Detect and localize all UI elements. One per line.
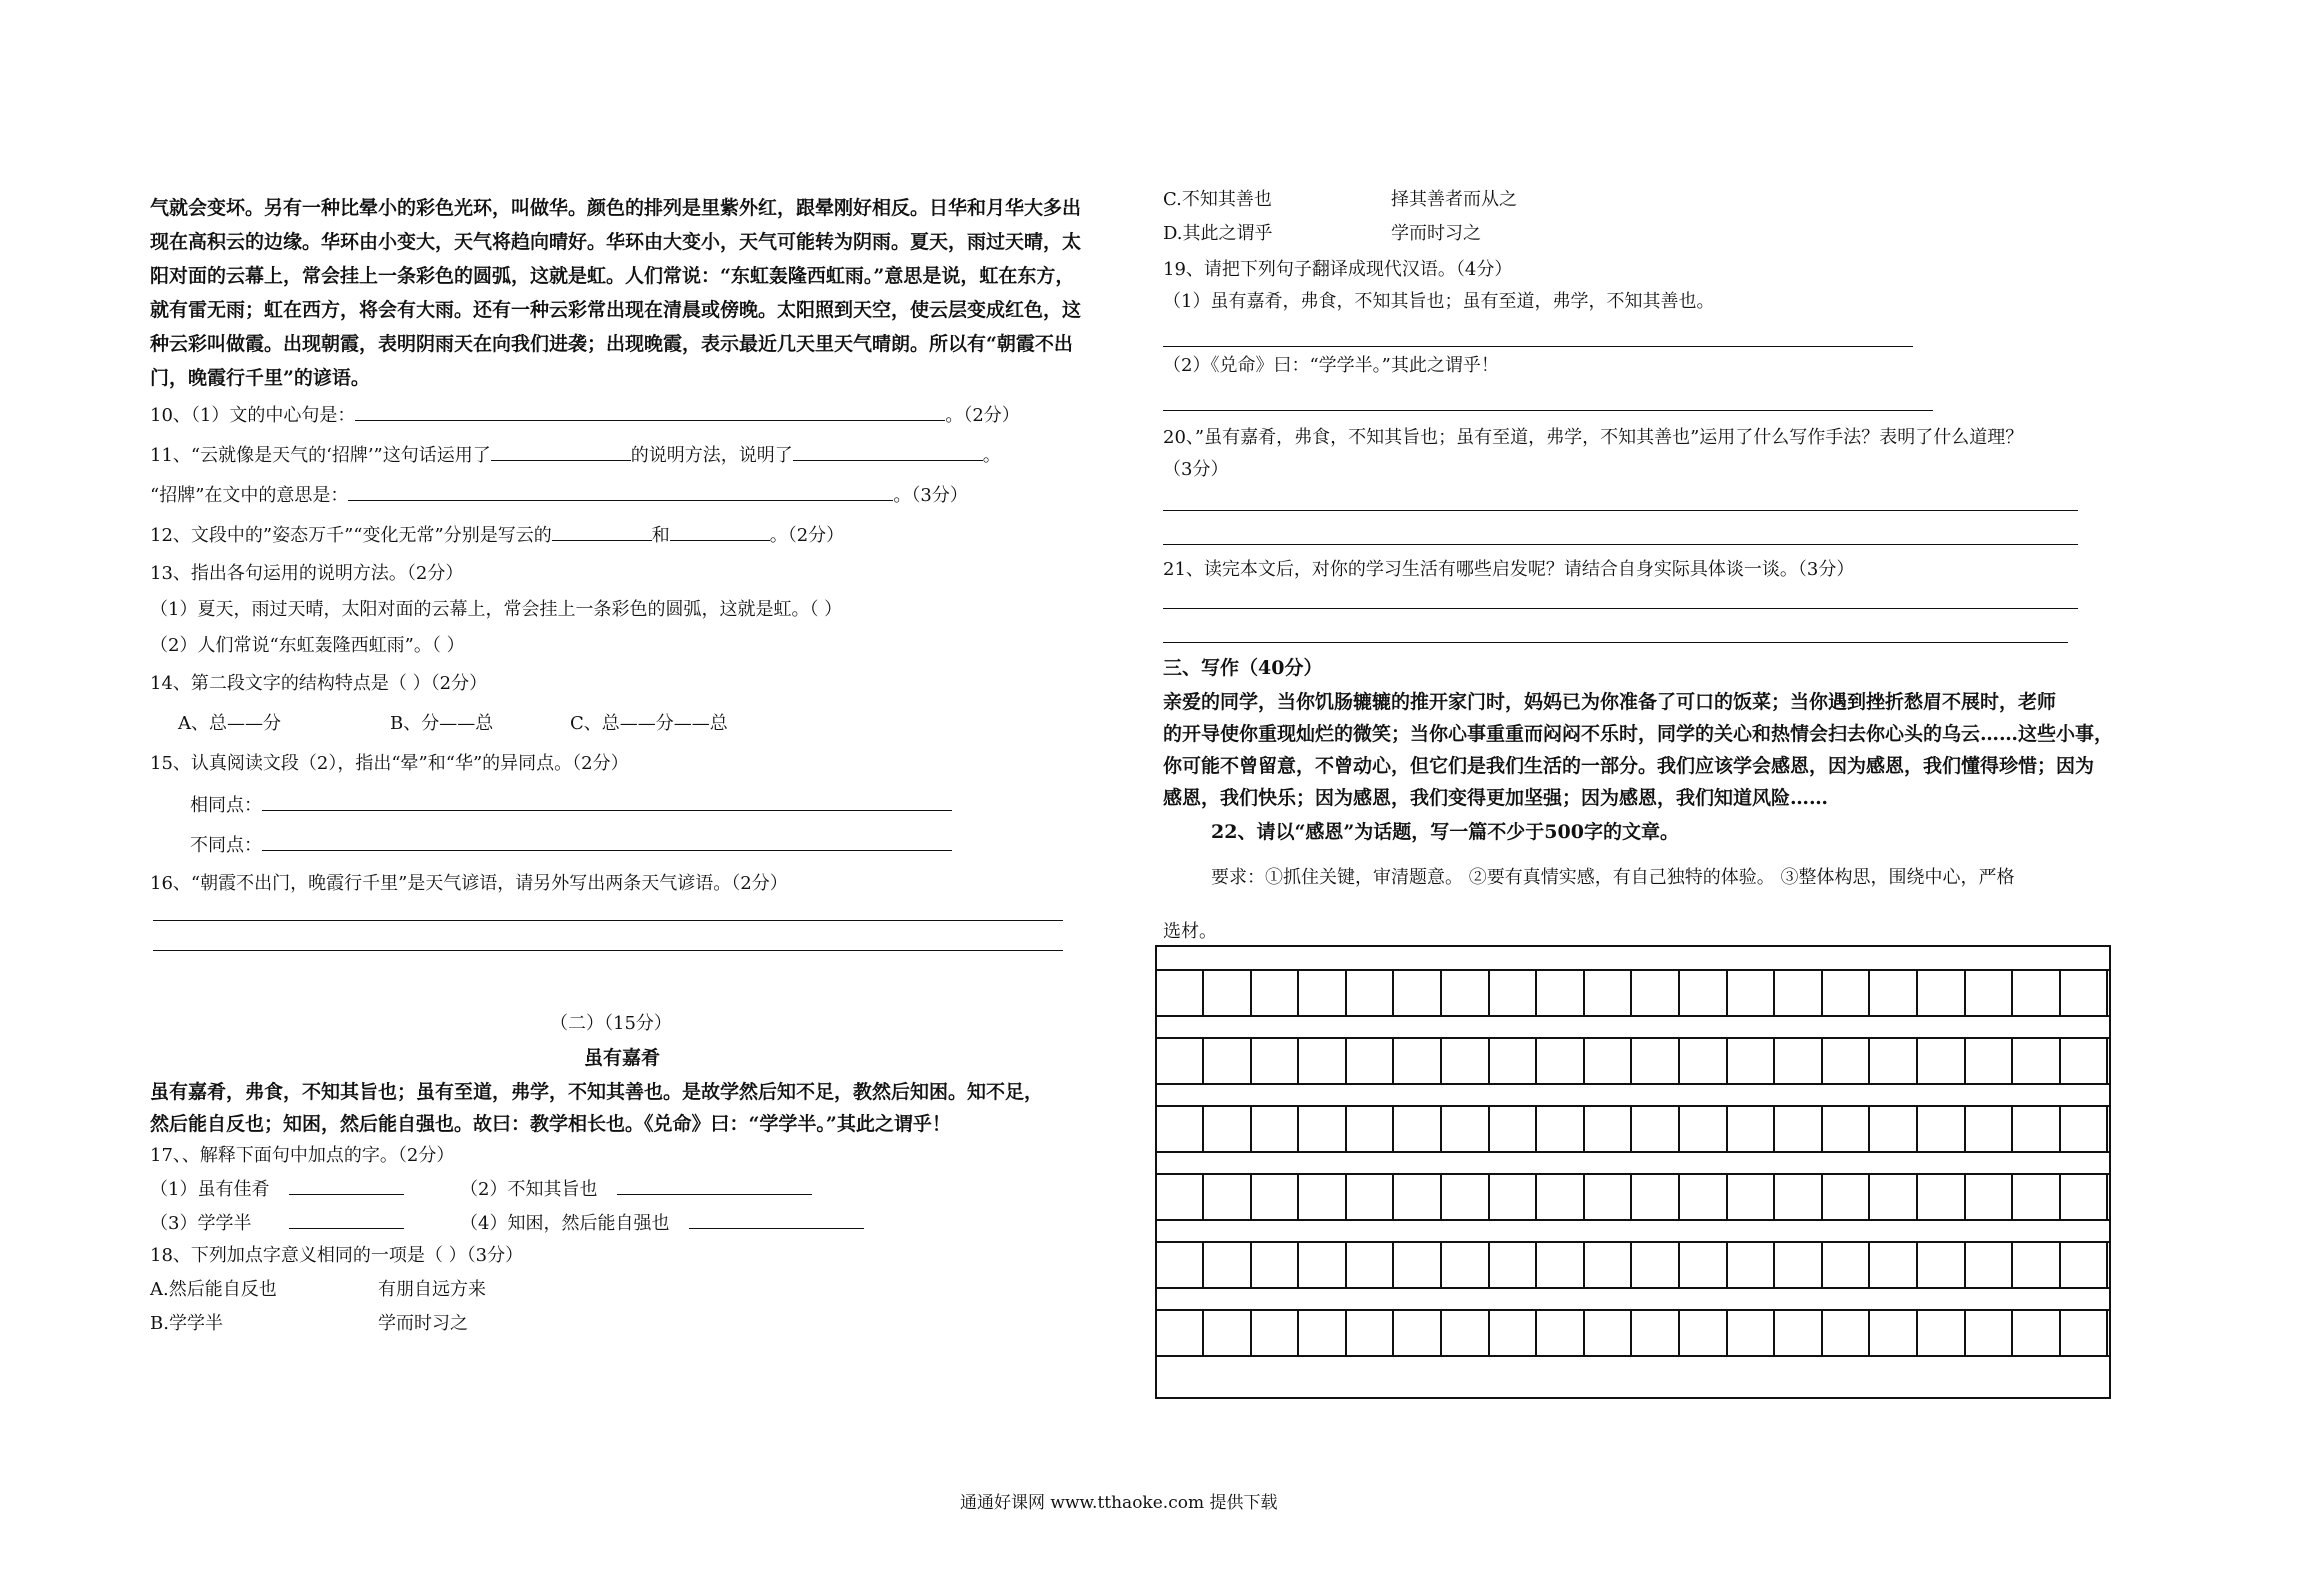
question-10: 10、（1）文的中心句是： 。（2分） bbox=[150, 402, 1020, 428]
writing-grid[interactable] bbox=[1155, 945, 2111, 1399]
grid-cell[interactable] bbox=[2061, 971, 2108, 1015]
grid-cell[interactable] bbox=[1871, 1039, 1918, 1083]
grid-cell[interactable] bbox=[1157, 1107, 1204, 1151]
grid-cell[interactable] bbox=[1538, 1107, 1585, 1151]
option-d-left: D.其此之谓乎 bbox=[1163, 223, 1273, 244]
grid-cell[interactable] bbox=[1728, 1311, 1775, 1355]
grid-cell[interactable] bbox=[2014, 971, 2061, 1015]
answer-blank[interactable] bbox=[552, 522, 652, 541]
grid-cell[interactable] bbox=[1300, 1039, 1347, 1083]
answer-blank[interactable] bbox=[670, 522, 770, 541]
question-16: 16、“朝霞不出门，晚霞行千里”是天气谚语，请另外写出两条天气谚语。（2分） bbox=[150, 873, 788, 894]
grid-cell[interactable] bbox=[1585, 1107, 1632, 1151]
question-14: 14、第二段文字的结构特点是（ ）（2分） bbox=[150, 673, 488, 694]
grid-row[interactable] bbox=[1157, 969, 2109, 1017]
question-17: 17、、解释下面句中加点的字。（2分） bbox=[150, 1145, 455, 1166]
grid-cell[interactable] bbox=[1823, 1311, 1870, 1355]
grid-cell[interactable] bbox=[1728, 1039, 1775, 1083]
answer-line[interactable] bbox=[1163, 346, 1913, 347]
grid-cell[interactable] bbox=[1681, 1039, 1728, 1083]
grid-cell[interactable] bbox=[1966, 1175, 2013, 1219]
question-21: 21、读完本文后，对你的学习生活有哪些启发呢？请结合自身实际具体谈一谈。（3分） bbox=[1163, 559, 1855, 580]
grid-cell[interactable] bbox=[1443, 1311, 1490, 1355]
grid-cell[interactable] bbox=[1443, 1039, 1490, 1083]
answer-line[interactable] bbox=[153, 920, 1063, 921]
passage-line: 现在高积云的边缘。华环由小变大，天气将趋向晴好。华环由大变小，天气可能转为阴雨。夏天，雨过天晴，太 bbox=[150, 231, 1082, 253]
grid-cell[interactable] bbox=[1633, 971, 1680, 1015]
grid-cell[interactable] bbox=[1490, 1107, 1537, 1151]
grid-cell[interactable] bbox=[1919, 1107, 1966, 1151]
grid-row[interactable] bbox=[1157, 1173, 2109, 1221]
grid-cell[interactable] bbox=[1633, 1107, 1680, 1151]
grid-cell[interactable] bbox=[1300, 1107, 1347, 1151]
grid-cell[interactable] bbox=[1300, 1243, 1347, 1287]
grid-cell[interactable] bbox=[1490, 1175, 1537, 1219]
question-20-score: （3分） bbox=[1163, 459, 1229, 480]
grid-cell[interactable] bbox=[1252, 1107, 1299, 1151]
grid-cell[interactable] bbox=[1347, 971, 1394, 1015]
option-c-left: C.不知其善也 bbox=[1163, 189, 1272, 210]
section-2-heading: （二）（15分） bbox=[550, 1013, 672, 1034]
grid-cell[interactable] bbox=[1395, 1243, 1442, 1287]
grid-cell[interactable] bbox=[1347, 1039, 1394, 1083]
grid-cell[interactable] bbox=[1823, 1039, 1870, 1083]
grid-cell[interactable] bbox=[1823, 1107, 1870, 1151]
answer-line[interactable] bbox=[1163, 642, 2068, 643]
answer-blank[interactable] bbox=[617, 1176, 812, 1195]
grid-cell[interactable] bbox=[1205, 1311, 1252, 1355]
grid-cell[interactable] bbox=[1633, 1243, 1680, 1287]
section-3-heading: 三、写作（40分） bbox=[1163, 657, 1323, 679]
grid-cell[interactable] bbox=[1728, 1175, 1775, 1219]
essay-prompt-line: 感恩，我们快乐；因为感恩，我们变得更加坚强；因为感恩，我们知道风险…… bbox=[1163, 787, 1829, 809]
grid-cell[interactable] bbox=[1252, 1175, 1299, 1219]
grid-cell[interactable] bbox=[1157, 971, 1204, 1015]
requirements-cont: 选材。 bbox=[1163, 921, 1217, 942]
answer-blank[interactable] bbox=[289, 1210, 404, 1229]
passage-line: 门，晚霞行千里”的谚语。 bbox=[150, 367, 370, 389]
footer-text: 通通好课网 www.tthaoke.com 提供下载 bbox=[960, 1493, 1278, 1513]
grid-cell[interactable] bbox=[1443, 971, 1490, 1015]
grid-cell[interactable] bbox=[2061, 1243, 2108, 1287]
question-20: 20、”虽有嘉肴，弗食，不知其旨也；虽有至道，弗学，不知其善也”运用了什么写作手法？表明了什么道理？ bbox=[1163, 427, 2024, 448]
grid-cell[interactable] bbox=[1347, 1107, 1394, 1151]
answer-line[interactable] bbox=[1163, 510, 2078, 511]
grid-cell[interactable] bbox=[1205, 971, 1252, 1015]
grid-cell[interactable] bbox=[1205, 1175, 1252, 1219]
question-11: 11、“云就像是天气的‘招牌’”这句话运用了 的说明方法，说明了 。 bbox=[150, 442, 1001, 468]
grid-cell[interactable] bbox=[2014, 1107, 2061, 1151]
passage-line: 种云彩叫做霞。出现朝霞，表明阴雨天在向我们进袭；出现晚霞，表示最近几天里天气晴朗。所以有“朝霞不出 bbox=[150, 333, 1073, 355]
grid-cell[interactable] bbox=[1681, 1311, 1728, 1355]
grid-cell[interactable] bbox=[1633, 1039, 1680, 1083]
grid-cell[interactable] bbox=[1919, 1311, 1966, 1355]
grid-cell[interactable] bbox=[1490, 1311, 1537, 1355]
grid-cell[interactable] bbox=[1157, 1039, 1204, 1083]
classical-text-line: 然后能自反也；知困，然后能自强也。故曰：教学相长也。《兑命》曰：“学学半。”其此之谓乎！ bbox=[150, 1113, 951, 1135]
grid-cell[interactable] bbox=[1776, 1311, 1823, 1355]
grid-cell[interactable] bbox=[1919, 1243, 1966, 1287]
grid-cell[interactable] bbox=[2061, 1107, 2108, 1151]
answer-blank[interactable] bbox=[793, 442, 983, 461]
question-12: 12、文段中的”姿态万千”“变化无常”分别是写云的 和 。（2分） bbox=[150, 522, 844, 548]
grid-cell[interactable] bbox=[1252, 1243, 1299, 1287]
answer-blank[interactable] bbox=[262, 832, 952, 851]
grid-cell[interactable] bbox=[1966, 1311, 2013, 1355]
grid-cell[interactable] bbox=[1585, 1311, 1632, 1355]
question-15: 15、认真阅读文段（2），指出“晕”和“华”的异同点。（2分） bbox=[150, 753, 629, 774]
grid-cell[interactable] bbox=[2014, 1175, 2061, 1219]
grid-cell[interactable] bbox=[1538, 1311, 1585, 1355]
option-a-left: A.然后能自反也 bbox=[150, 1279, 277, 1300]
question-13-2: （2）人们常说“东虹轰隆西虹雨”。（ ） bbox=[150, 635, 465, 656]
grid-cell[interactable] bbox=[1252, 1039, 1299, 1083]
grid-cell[interactable] bbox=[1728, 1243, 1775, 1287]
grid-cell[interactable] bbox=[1919, 1175, 1966, 1219]
grid-cell[interactable] bbox=[1205, 1107, 1252, 1151]
grid-cell[interactable] bbox=[1490, 971, 1537, 1015]
grid-cell[interactable] bbox=[1776, 1039, 1823, 1083]
grid-cell[interactable] bbox=[1681, 1107, 1728, 1151]
grid-cell[interactable] bbox=[1823, 1243, 1870, 1287]
grid-cell[interactable] bbox=[2061, 1175, 2108, 1219]
grid-row[interactable] bbox=[1157, 1309, 2109, 1357]
grid-cell[interactable] bbox=[1776, 971, 1823, 1015]
grid-cell[interactable] bbox=[1919, 971, 1966, 1015]
answer-blank[interactable] bbox=[491, 442, 631, 461]
grid-cell[interactable] bbox=[1728, 971, 1775, 1015]
passage-line: 就有雷无雨；虹在西方，将会有大雨。还有一种云彩常出现在清晨或傍晚。太阳照到天空，使云层变成红色，这 bbox=[150, 299, 1082, 321]
option-b: B、分——总 bbox=[390, 713, 494, 734]
answer-blank[interactable] bbox=[348, 482, 893, 501]
grid-cell[interactable] bbox=[1395, 971, 1442, 1015]
requirements: 要求：①抓住关键，审清题意。 ②要有真情实感，有自己独特的体验。 ③整体构思，围绕中心，严格 bbox=[1211, 867, 2015, 888]
grid-cell[interactable] bbox=[1633, 1175, 1680, 1219]
passage-line: 气就会变坏。另有一种比晕小的彩色光环，叫做华。颜色的排列是里紫外红，跟晕刚好相反。日华和月华大多出 bbox=[150, 197, 1082, 219]
grid-cell[interactable] bbox=[1871, 1311, 1918, 1355]
grid-cell[interactable] bbox=[1776, 1175, 1823, 1219]
question-22: 22、请以“感恩”为话题，写一篇不少于500字的文章。 bbox=[1211, 821, 1679, 843]
grid-cell[interactable] bbox=[1871, 1175, 1918, 1219]
grid-cell[interactable] bbox=[1443, 1243, 1490, 1287]
grid-cell[interactable] bbox=[1347, 1311, 1394, 1355]
grid-cell[interactable] bbox=[1347, 1175, 1394, 1219]
grid-cell[interactable] bbox=[1823, 971, 1870, 1015]
q17-item-4: （4）知困，然后能自强也 bbox=[460, 1210, 864, 1236]
grid-cell[interactable] bbox=[2014, 1039, 2061, 1083]
grid-cell[interactable] bbox=[1776, 1107, 1823, 1151]
option-c: C、总——分——总 bbox=[570, 713, 728, 734]
grid-cell[interactable] bbox=[1443, 1107, 1490, 1151]
question-13-1: （1）夏天，雨过天晴，太阳对面的云幕上，常会挂上一条彩色的圆弧，这就是虹。（ ） bbox=[150, 599, 843, 620]
grid-cell[interactable] bbox=[1966, 1039, 2013, 1083]
grid-cell[interactable] bbox=[1538, 971, 1585, 1015]
grid-cell[interactable] bbox=[1776, 1243, 1823, 1287]
grid-cell[interactable] bbox=[1681, 1243, 1728, 1287]
grid-cell[interactable] bbox=[1871, 1243, 1918, 1287]
question-19: 19、请把下列句子翻译成现代汉语。（4分） bbox=[1163, 259, 1513, 280]
answer-line[interactable] bbox=[1163, 544, 2078, 545]
option-a: A、总——分 bbox=[178, 713, 281, 734]
grid-cell[interactable] bbox=[1966, 971, 2013, 1015]
grid-cell[interactable] bbox=[1300, 1175, 1347, 1219]
grid-cell[interactable] bbox=[1538, 1039, 1585, 1083]
option-a-right: 有朋自远方来 bbox=[378, 1279, 486, 1300]
grid-cell[interactable] bbox=[1633, 1311, 1680, 1355]
grid-cell[interactable] bbox=[1919, 1039, 1966, 1083]
grid-cell[interactable] bbox=[1728, 1107, 1775, 1151]
grid-cell[interactable] bbox=[1443, 1175, 1490, 1219]
option-d-right: 学而时习之 bbox=[1391, 223, 1481, 244]
grid-cell[interactable] bbox=[1157, 1311, 1204, 1355]
q17-item-2: （2）不知其旨也 bbox=[460, 1176, 812, 1202]
answer-line[interactable] bbox=[1163, 608, 2078, 609]
question-13: 13、指出各句运用的说明方法。（2分） bbox=[150, 563, 464, 584]
same-points: 相同点： bbox=[190, 792, 952, 818]
grid-row[interactable] bbox=[1157, 1105, 2109, 1153]
option-c-right: 择其善者而从之 bbox=[1391, 189, 1517, 210]
grid-cell[interactable] bbox=[1490, 1039, 1537, 1083]
q17-item-1: （1）虽有佳肴 bbox=[150, 1176, 404, 1202]
grid-cell[interactable] bbox=[1395, 1311, 1442, 1355]
grid-cell[interactable] bbox=[1347, 1243, 1394, 1287]
grid-cell[interactable] bbox=[1585, 1243, 1632, 1287]
grid-cell[interactable] bbox=[1823, 1175, 1870, 1219]
grid-cell[interactable] bbox=[1157, 1243, 1204, 1287]
grid-cell[interactable] bbox=[2014, 1243, 2061, 1287]
grid-cell[interactable] bbox=[1585, 971, 1632, 1015]
grid-cell[interactable] bbox=[2061, 1039, 2108, 1083]
grid-cell[interactable] bbox=[1966, 1107, 2013, 1151]
grid-cell[interactable] bbox=[1205, 1243, 1252, 1287]
grid-cell[interactable] bbox=[1300, 1311, 1347, 1355]
grid-cell[interactable] bbox=[1871, 1107, 1918, 1151]
grid-cell[interactable] bbox=[1585, 1175, 1632, 1219]
grid-cell[interactable] bbox=[2014, 1311, 2061, 1355]
grid-cell[interactable] bbox=[1681, 1175, 1728, 1219]
grid-cell[interactable] bbox=[1300, 971, 1347, 1015]
grid-cell[interactable] bbox=[1538, 1175, 1585, 1219]
grid-cell[interactable] bbox=[1871, 971, 1918, 1015]
q17-item-3: （3）学学半 bbox=[150, 1210, 404, 1236]
grid-cell[interactable] bbox=[1395, 1175, 1442, 1219]
question-18: 18、下列加点字意义相同的一项是（ ）（3分） bbox=[150, 1245, 524, 1266]
essay-prompt-line: 的开导使你重现灿烂的微笑；当你心事重重而闷闷不乐时，同学的关心和热情会扫去你心头的乌云……这些小事， bbox=[1163, 723, 2114, 745]
option-b-right: 学而时习之 bbox=[378, 1313, 468, 1334]
option-b-left: B.学学半 bbox=[150, 1313, 223, 1334]
grid-cell[interactable] bbox=[1395, 1107, 1442, 1151]
grid-cell[interactable] bbox=[2061, 1311, 2108, 1355]
grid-cell[interactable] bbox=[1490, 1243, 1537, 1287]
grid-row[interactable] bbox=[1157, 1241, 2109, 1289]
answer-line[interactable] bbox=[153, 950, 1063, 951]
classical-text-line: 虽有嘉肴，弗食，不知其旨也；虽有至道，弗学，不知其善也。是故学然后知不足，教然后知困。知不足， bbox=[150, 1081, 1044, 1103]
question-11-b: “招牌”在文中的意思是： 。（3分） bbox=[150, 482, 968, 508]
answer-line[interactable] bbox=[1163, 410, 1933, 411]
section-2-title: 虽有嘉肴 bbox=[584, 1047, 661, 1069]
essay-prompt-line: 亲爱的同学，当你饥肠辘辘的推开家门时，妈妈已为你准备了可口的饭菜；当你遇到挫折愁眉不展时，老师 bbox=[1163, 691, 2057, 713]
grid-cell[interactable] bbox=[1252, 971, 1299, 1015]
question-19-2: （2）《兑命》曰：“学学半。”其此之谓乎！ bbox=[1163, 355, 1499, 376]
answer-blank[interactable] bbox=[289, 1176, 404, 1195]
question-19-1: （1）虽有嘉肴，弗食，不知其旨也；虽有至道，弗学，不知其善也。 bbox=[1163, 291, 1715, 312]
diff-points: 不同点： bbox=[190, 832, 952, 858]
passage-line: 阳对面的云幕上，常会挂上一条彩色的圆弧，这就是虹。人们常说：“东虹轰隆西虹雨。”意思是说，虹在东方， bbox=[150, 265, 1075, 287]
grid-cell[interactable] bbox=[1205, 1039, 1252, 1083]
grid-cell[interactable] bbox=[1966, 1243, 2013, 1287]
grid-cell[interactable] bbox=[1681, 971, 1728, 1015]
grid-cell[interactable] bbox=[1157, 1175, 1204, 1219]
grid-cell[interactable] bbox=[1395, 1039, 1442, 1083]
answer-blank[interactable] bbox=[689, 1210, 864, 1229]
grid-row[interactable] bbox=[1157, 1037, 2109, 1085]
grid-cell[interactable] bbox=[1252, 1311, 1299, 1355]
answer-blank[interactable] bbox=[262, 792, 952, 811]
grid-cell[interactable] bbox=[1538, 1243, 1585, 1287]
answer-blank[interactable] bbox=[355, 402, 945, 421]
grid-cell[interactable] bbox=[1585, 1039, 1632, 1083]
essay-prompt-line: 你可能不曾留意，不曾动心，但它们是我们生活的一部分。我们应该学会感恩，因为感恩，我们懂得珍惜；因为 bbox=[1163, 755, 2095, 777]
